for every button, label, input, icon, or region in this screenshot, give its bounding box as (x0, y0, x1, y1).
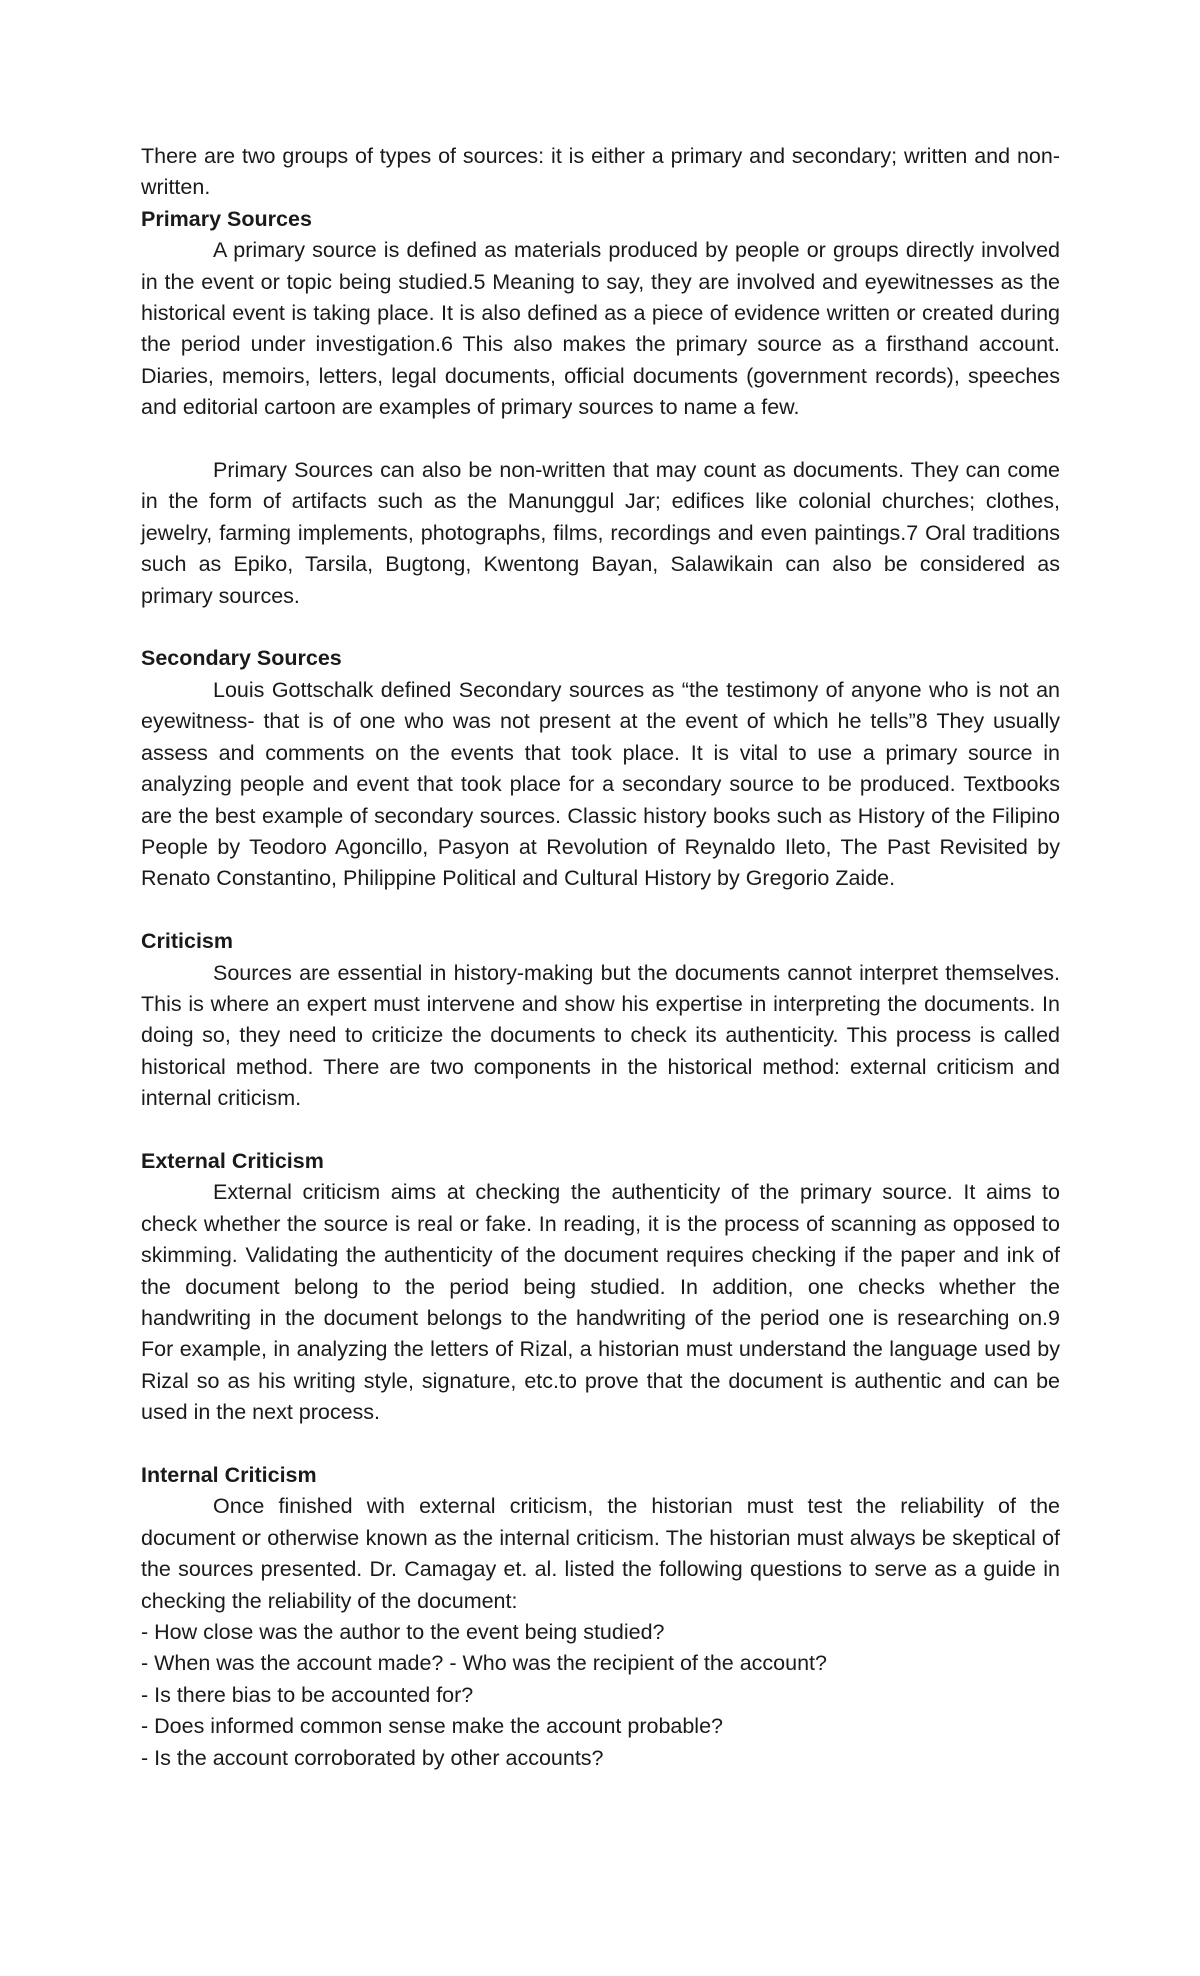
criticism-paragraph: Sources are essential in history-making but the documents cannot interpret themselves. This is where an expert must intervene and show his expertise in interpreting the documents. In doing so, they need to criticize the documents to check its authenticity. This process is called historical method. There are two components in the historical method: external criticism and internal criticism. (141, 960, 1060, 1111)
intro-paragraph: There are two groups of types of sources: it is either a primary and secondary; written and non-written. (141, 144, 1060, 200)
list-item: - Is the account corroborated by other accounts? (141, 1745, 604, 1770)
secondary-sources-paragraph: Louis Gottschalk defined Secondary sources as “the testimony of anyone who is not an eyewitness- that is of one who was not present at the event of which he tells”8 They usually assess and comments on the events that took place. It is vital to use a primary source in analyzing people and event that took place for a secondary source to be produced. Textbooks are the best example of secondary sources. Classic history books such as History of the Filipino People by Teodoro Agoncillo, Pasyon at Revolution of Reynaldo Ileto, The Past Revisited by Renato Constantino, Philippine Political and Cultural History by Gregorio Zaide. (141, 677, 1060, 891)
internal-criticism-section (141, 1460, 1060, 1774)
primary-sources-section (141, 204, 1060, 612)
paragraph-spacer (141, 424, 1060, 455)
list-item: - Is there bias to be accounted for? (141, 1682, 474, 1707)
list-item: - How close was the author to the event being studied? (141, 1620, 665, 1645)
primary-sources-paragraph-2: Primary Sources can also be non-written that may count as documents. They can come in the form of artifacts such as the Manunggul Jar; edifices like colonial churches; clothes, jewelry, farming implements, photographs, films, recordings and even paintings.7 Oral traditions such as Epiko, Tarsila, Bugtong, Kwentong Bayan, Salawikain can also be considered as primary sources. (141, 458, 1060, 608)
list-item: - When was the account made? - Who was the recipient of the account? (141, 1651, 827, 1676)
internal-criticism-heading: Internal Criticism (141, 1462, 317, 1487)
external-criticism-paragraph: External criticism aims at checking the authenticity of the primary source. It aims to check whether the source is real or fake. In reading, it is the process of scanning as opposed to skimming. Validating the authenticity of the document requires checking if the paper and ink of the document belong to the period being studied. In addition, one checks whether the handwriting in the document belongs to the handwriting of the period one is researching on.9 For example, in analyzing the letters of Rizal, a historian must understand the language used by Rizal so as his writing style, signature, etc.to prove that the document is authentic and can be used in the next process. (141, 1180, 1060, 1425)
section-spacer (141, 1115, 1060, 1146)
secondary-sources-section (141, 643, 1060, 894)
external-criticism-section (141, 1146, 1060, 1429)
secondary-sources-heading: Secondary Sources (141, 646, 342, 671)
criticism-heading: Criticism (141, 929, 234, 954)
criticism-section (141, 926, 1060, 1114)
section-spacer (141, 612, 1060, 643)
reliability-questions-list (141, 1617, 1060, 1774)
primary-sources-paragraph-1: A primary source is defined as materials produced by people or groups directly involved in the event or topic being studied.5 Meaning to say, they are involved and eyewitnesses as the historical event is taking place. It is also defined as a piece of evidence written or created during the period under investigation.6 This also makes the primary source as a firsthand account. Diaries, memoirs, letters, legal documents, official documents (government records), speeches and editorial cartoon are examples of primary sources to name a few. (141, 238, 1060, 420)
section-spacer (141, 895, 1060, 926)
section-spacer (141, 1429, 1060, 1460)
internal-criticism-paragraph: Once finished with external criticism, the historian must test the reliability of the document or otherwise known as the internal criticism. The historian must always be skeptical of the sources presented. Dr. Camagay et. al. listed the following questions to serve as a guide in checking the reliability of the document: (141, 1494, 1060, 1613)
primary-sources-heading: Primary Sources (141, 206, 312, 231)
list-item: - Does informed common sense make the account probable? (141, 1714, 724, 1739)
external-criticism-heading: External Criticism (141, 1148, 324, 1173)
